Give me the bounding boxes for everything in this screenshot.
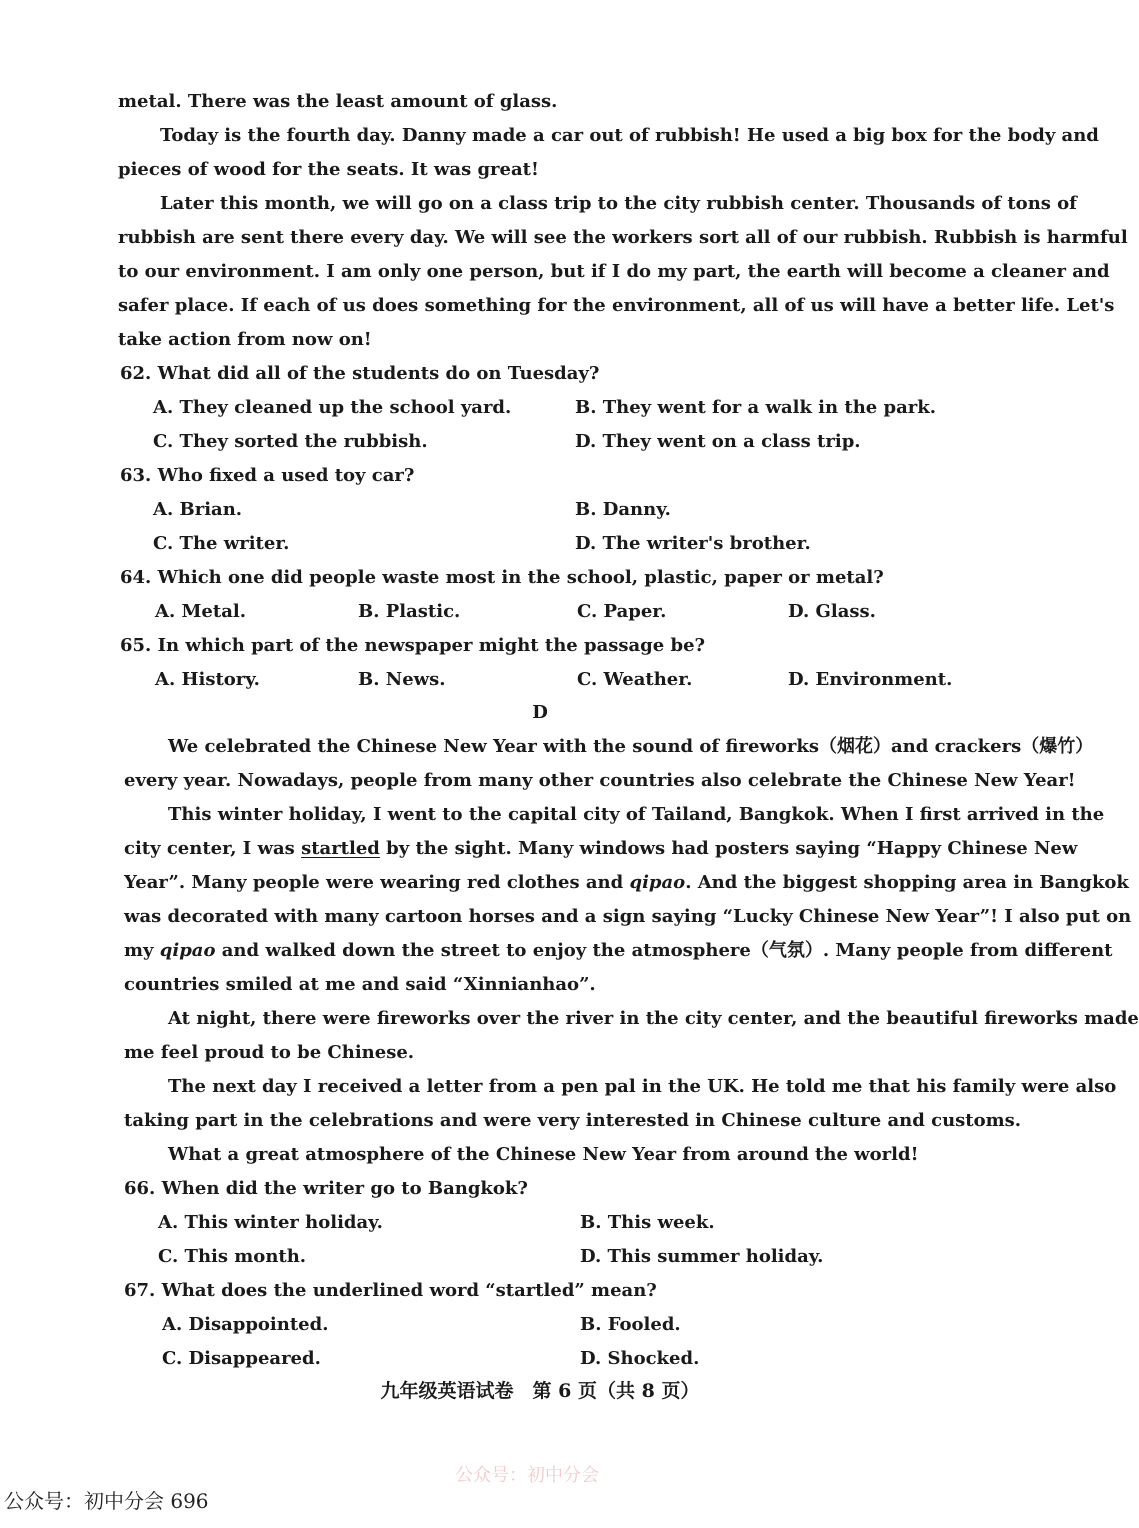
option-c: C. They sorted the rubbish. (153, 431, 428, 452)
text-run: and walked down the street to enjoy the atmosphere（气氛）. Many people from different (221, 940, 1113, 961)
passage-c-line: metal. There was the least amount of glass. (118, 91, 558, 112)
option-a: A. Disappointed. (162, 1314, 329, 1335)
passage-c-line: Later this month, we will go on a class trip to the city rubbish center. Thousands of tons of (160, 193, 1077, 214)
watermark: 公众号：初中分会 696 (4, 1489, 209, 1513)
option-b: B. Fooled. (580, 1314, 681, 1335)
option-a: A. Metal. (155, 601, 246, 622)
passage-d-line (124, 871, 1129, 895)
text-run: my (124, 940, 154, 961)
question-62: 62. What did all of the students do on Tuesday? (120, 363, 600, 384)
passage-d-line: We celebrated the Chinese New Year with the sound of fireworks（烟花）and crackers（爆竹） (168, 736, 1094, 757)
option-c: C. Disappeared. (162, 1348, 321, 1369)
question-64: 64. Which one did people waste most in the school, plastic, paper or metal? (120, 567, 884, 588)
option-b: B. News. (358, 669, 446, 690)
faint-watermark: 公众号：初中分会 (455, 1465, 599, 1486)
option-d: D. This summer holiday. (580, 1246, 824, 1267)
option-a: A. History. (155, 669, 260, 690)
question-63: 63. Who fixed a used toy car? (120, 465, 415, 486)
option-c: C. Weather. (577, 669, 693, 690)
underlined-word: startled (301, 838, 380, 859)
passage-d-line: This winter holiday, I went to the capital city of Tailand, Bangkok. When I first arrived in the (168, 804, 1105, 825)
question-67: 67. What does the underlined word “startled” mean? (124, 1280, 657, 1301)
passage-d-line: taking part in the celebrations and were very interested in Chinese culture and customs. (124, 1110, 1022, 1131)
option-c: C. The writer. (153, 533, 290, 554)
option-d: D. Environment. (788, 669, 953, 690)
passage-d-line: At night, there were fireworks over the river in the city center, and the beautiful fireworks made (168, 1008, 1139, 1029)
passage-d-line (124, 837, 1078, 861)
option-a: A. Brian. (153, 499, 243, 520)
italic-word: qipao (159, 940, 216, 961)
option-d: D. Glass. (788, 601, 876, 622)
option-b: B. This week. (580, 1212, 715, 1233)
option-a: A. They cleaned up the school yard. (153, 397, 512, 418)
option-b: B. They went for a walk in the park. (575, 397, 936, 418)
option-d: D. They went on a class trip. (575, 431, 861, 452)
option-d: D. Shocked. (580, 1348, 700, 1369)
passage-c-line: to our environment. I am only one person, but if I do my part, the earth will become a cleaner and (118, 261, 1110, 282)
option-c: C. Paper. (577, 601, 667, 622)
option-b: B. Plastic. (358, 601, 461, 622)
option-d: D. The writer's brother. (575, 533, 811, 554)
section-title: D (532, 702, 548, 723)
text-run: . And the biggest shopping area in Bangkok (685, 872, 1129, 893)
passage-d-line: me feel proud to be Chinese. (124, 1042, 415, 1063)
passage-c-line: take action from now on! (118, 329, 372, 350)
page-footer: 九年级英语试卷 第 6 页（共 8 页） (380, 1380, 700, 1402)
passage-c-line: pieces of wood for the seats. It was great! (118, 159, 539, 180)
question-66: 66. When did the writer go to Bangkok? (124, 1178, 528, 1199)
passage-c-line: Today is the fourth day. Danny made a car out of rubbish! He used a big box for the body and (160, 125, 1099, 146)
option-a: A. This winter holiday. (158, 1212, 383, 1233)
question-65: 65. In which part of the newspaper might the passage be? (120, 635, 706, 656)
passage-d-line: was decorated with many cartoon horses and a sign saying “Lucky Chinese New Year”! I also put on (124, 906, 1132, 927)
option-b: B. Danny. (575, 499, 671, 520)
passage-d-line (124, 939, 1113, 963)
option-c: C. This month. (158, 1246, 307, 1267)
passage-d-line: What a great atmosphere of the Chinese New Year from around the world! (168, 1144, 919, 1165)
passage-d-line: The next day I received a letter from a pen pal in the UK. He told me that his family were also (168, 1076, 1117, 1097)
passage-d-line: countries smiled at me and said “Xinnianhao”. (124, 974, 596, 995)
passage-d-line: every year. Nowadays, people from many other countries also celebrate the Chinese New Year! (124, 770, 1076, 791)
passage-c-line: rubbish are sent there every day. We will see the workers sort all of our rubbish. Rubbish is harmful (118, 227, 1128, 248)
text-run: Year”. Many people were wearing red clothes and (124, 872, 624, 893)
text-run: by the sight. Many windows had posters saying “Happy Chinese New (386, 838, 1078, 859)
italic-word: qipao (629, 872, 686, 893)
text-run: city center, I was (124, 838, 295, 859)
passage-c-line: safer place. If each of us does something for the environment, all of us will have a better life. Let's (118, 295, 1115, 316)
